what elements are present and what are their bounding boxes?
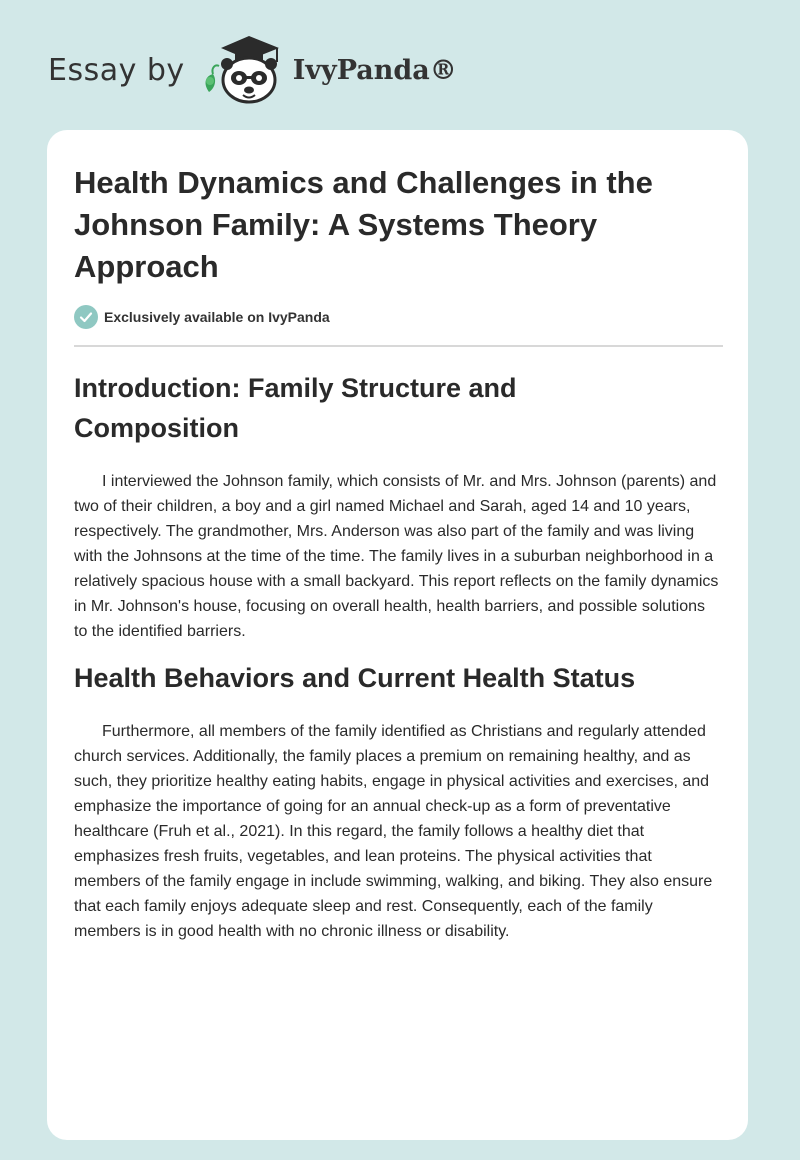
section-paragraph-health-behaviors: Furthermore, all members of the family identified as Christians and regularly attended church services. Additionally, the family places a premium on remaining healthy, and as such, they prioritize healthy eating habits, engage in physical activities and exercises, and emphasize the importance of going for an annual check-up as a form of preventative healthcare (Fruh et al., 2021). In this regard, the family follows a healthy diet that emphasizes fresh fruits, vegetables, and lean proteins. The physical activities that members of the family engage in include swimming, walking, and biking. They also ensure that each family enjoys adequate sleep and rest. Consequently, each of the family members is in good health with no chronic illness or disability.	[74, 723, 713, 940]
checkmark-icon	[74, 305, 98, 329]
badge-label: Exclusively available on IvyPanda	[104, 309, 330, 325]
exclusive-badge	[74, 305, 330, 329]
panda-logo-icon[interactable]	[199, 34, 287, 106]
page-title: Health Dynamics and Challenges in the Johnson Family: A Systems Theory Approach	[74, 165, 653, 284]
site-header	[48, 34, 457, 106]
essay-by-label: Essay by	[48, 52, 185, 88]
divider	[74, 345, 723, 347]
section-heading-health-behaviors: Health Behaviors and Current Health Status	[74, 663, 636, 693]
section-paragraph-introduction: I interviewed the Johnson family, which consists of Mr. and Mrs. Johnson (parents) and two of their children, a boy and a girl named Michael and Sarah, aged 14 and 10 years, respectively. The grandmother, Mrs. Anderson was also part of the family and was living with the Johnsons at the time of the time. The family lives in a suburban neighborhood in a relatively spacious house with a small backyard. This report reflects on the family dynamics in Mr. Johnson's house, focusing on overall health, health barriers, and possible solutions to the identified barriers.	[74, 473, 719, 640]
brand-name[interactable]: IvyPanda®	[292, 54, 457, 86]
essay-card	[47, 130, 748, 1140]
section-heading-introduction: Introduction: Family Structure and Composition	[74, 373, 517, 443]
ivy-leaf-icon	[205, 65, 218, 92]
